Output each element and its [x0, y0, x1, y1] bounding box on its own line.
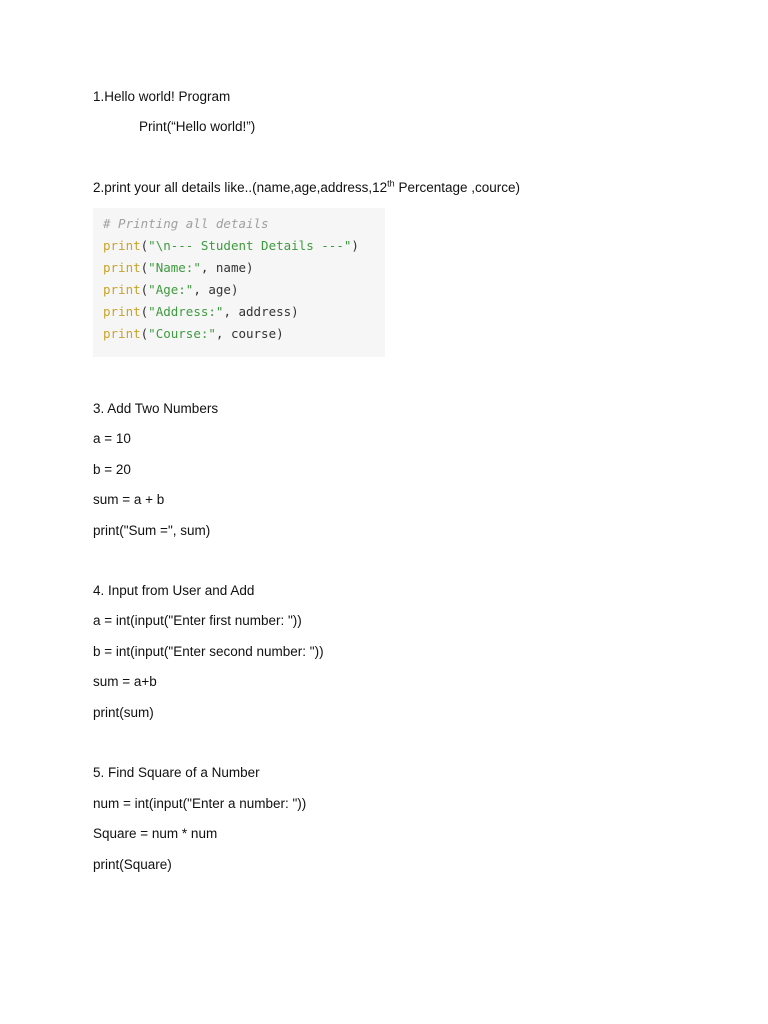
section-2-heading-superscript: th [387, 178, 395, 189]
code-keyword: print [103, 326, 141, 341]
code-string: "Name:" [148, 260, 201, 275]
code-line [103, 282, 238, 298]
section-5-line: Square = num * num [93, 826, 218, 841]
code-line [103, 238, 359, 254]
code-keyword: print [103, 304, 141, 319]
section-4-line: a = int(input("Enter first number: ")) [93, 613, 302, 628]
code-punct: ( [140, 238, 149, 253]
code-punct: ( [140, 260, 149, 275]
section-1-heading: 1.Hello world! Program [93, 89, 231, 104]
section-4-line: sum = a+b [93, 674, 157, 689]
section-5-line: num = int(input("Enter a number: ")) [93, 796, 307, 811]
section-5-line: print(Square) [93, 857, 172, 872]
code-block [93, 208, 385, 357]
section-4-line: b = int(input("Enter second number: ")) [93, 644, 324, 659]
code-keyword: print [103, 260, 141, 275]
section-4-line: print(sum) [93, 705, 154, 720]
code-rest: , course) [215, 326, 284, 341]
section-5-heading: 5. Find Square of a Number [93, 765, 260, 780]
code-string: "Course:" [148, 326, 216, 341]
section-4-heading: 4. Input from User and Add [93, 583, 255, 598]
code-line [103, 304, 299, 320]
code-punct: ( [140, 326, 149, 341]
code-punct: ( [140, 304, 149, 319]
section-3-line: print("Sum =", sum) [93, 523, 211, 538]
code-string: "Address:" [148, 304, 224, 319]
code-line [103, 260, 254, 276]
code-keyword: print [103, 282, 141, 297]
section-3-line: sum = a + b [93, 492, 165, 507]
section-3-line: a = 10 [93, 431, 131, 446]
code-string: "\n--- Student Details ---" [148, 238, 352, 253]
section-3-line: b = 20 [93, 462, 131, 477]
code-rest: , address) [223, 304, 299, 319]
code-keyword: print [103, 238, 141, 253]
code-rest: , name) [200, 260, 254, 275]
section-2-heading-tail: Percentage ,cource) [394, 180, 521, 195]
code-comment-text: # Printing all details [103, 216, 269, 231]
code-punct: ( [140, 282, 149, 297]
code-rest: , age) [193, 282, 239, 297]
section-2-heading [93, 179, 520, 197]
code-comment [103, 216, 269, 232]
code-string: "Age:" [148, 282, 194, 297]
section-2-heading-text: 2.print your all details like..(name,age,address,12 [93, 180, 388, 195]
section-1-code: Print(“Hello world!”) [139, 119, 256, 134]
code-rest: ) [351, 238, 359, 253]
section-3-heading: 3. Add Two Numbers [93, 401, 219, 416]
code-line [103, 326, 284, 342]
